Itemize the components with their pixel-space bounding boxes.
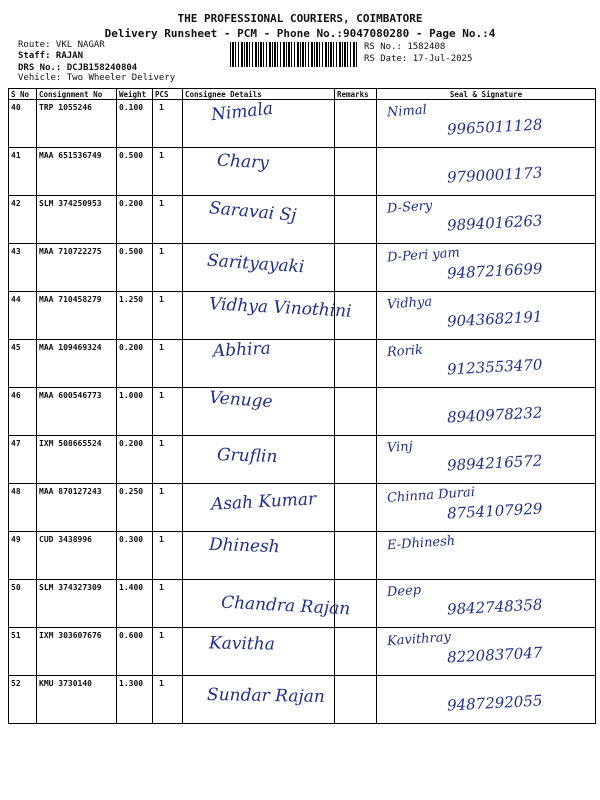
consignee-cell <box>183 100 335 148</box>
weight-cell: 0.200 <box>117 340 153 388</box>
signature-cell <box>377 580 596 628</box>
table-row <box>9 436 596 484</box>
signature-cell <box>377 532 596 580</box>
table-row <box>9 676 596 724</box>
consignee-handwriting: Nimala <box>210 98 275 126</box>
signature-handwriting: Nimal <box>386 102 428 121</box>
sno-cell: 46 <box>9 388 37 436</box>
phone-handwriting: 8754107929 <box>446 499 543 523</box>
signature-cell <box>377 340 596 388</box>
consignee-cell <box>183 436 335 484</box>
weight-cell: 0.300 <box>117 532 153 580</box>
weight-cell: 0.200 <box>117 436 153 484</box>
consignment-cell: KMU 3730140 <box>37 676 117 724</box>
consignee-cell <box>183 340 335 388</box>
col-consignment: Consignment No <box>37 89 117 100</box>
col-consignee: Consignee Details <box>183 89 335 100</box>
consignment-cell: MAA 109469324 <box>37 340 117 388</box>
pcs-cell: 1 <box>153 388 183 436</box>
weight-cell: 1.250 <box>117 292 153 340</box>
consignee-handwriting: Dhinesh <box>208 534 281 558</box>
signature-handwriting: Kavithray <box>386 629 452 650</box>
signature-cell <box>377 436 596 484</box>
consignee-handwriting: Vidhya Vinothini <box>208 294 353 322</box>
table-row <box>9 388 596 436</box>
weight-cell: 1.300 <box>117 676 153 724</box>
barcode <box>230 42 357 67</box>
drs-number: DRS No.: DCJB158240804 <box>18 63 138 73</box>
consignee-handwriting: Saravai Sj <box>208 198 298 226</box>
pcs-cell: 1 <box>153 676 183 724</box>
phone-handwriting: 9487292055 <box>446 691 543 715</box>
pcs-cell: 1 <box>153 628 183 676</box>
consignment-cell: MAA 870127243 <box>37 484 117 532</box>
company-title: THE PROFESSIONAL COURIERS, COIMBATORE <box>177 12 423 25</box>
col-remarks: Remarks <box>335 89 377 100</box>
consignee-cell <box>183 244 335 292</box>
vehicle-label: Vehicle: Two Wheeler Delivery <box>18 73 176 83</box>
signature-handwriting: Vinj <box>386 439 414 456</box>
consignee-cell <box>183 292 353 340</box>
consignment-cell: IXM 303607676 <box>37 628 117 676</box>
signature-handwriting: E-Dhinesh <box>386 533 456 554</box>
remarks-cell <box>335 484 377 532</box>
signature-cell <box>377 388 596 436</box>
pcs-cell: 1 <box>153 532 183 580</box>
table-row <box>9 100 596 148</box>
phone-handwriting: 9894216572 <box>446 451 543 475</box>
phone-handwriting: 9894016263 <box>446 211 543 235</box>
weight-cell: 0.500 <box>117 148 153 196</box>
phone-handwriting: 9965011128 <box>446 115 543 139</box>
signature-cell <box>377 196 596 244</box>
consignee-cell <box>183 148 335 196</box>
consignee-cell <box>183 196 335 244</box>
table-row <box>9 580 596 628</box>
phone-handwriting: 9043682191 <box>446 307 543 331</box>
runsheet-table <box>8 88 596 724</box>
remarks-cell <box>335 628 377 676</box>
signature-cell <box>377 484 596 532</box>
consignee-cell <box>183 484 335 532</box>
consignment-cell: TRP 1055246 <box>37 100 117 148</box>
col-pcs: PCS <box>153 89 183 100</box>
phone-handwriting: 8220837047 <box>446 643 543 667</box>
consignee-cell <box>183 580 351 628</box>
weight-cell: 0.100 <box>117 100 153 148</box>
sno-cell: 43 <box>9 244 37 292</box>
signature-cell <box>377 292 596 340</box>
weight-cell: 0.500 <box>117 244 153 292</box>
pcs-cell: 1 <box>153 196 183 244</box>
weight-cell: 0.600 <box>117 628 153 676</box>
remarks-cell <box>335 676 377 724</box>
consignee-handwriting: Asah Kumar <box>210 489 317 515</box>
pcs-cell: 1 <box>153 436 183 484</box>
sno-cell: 42 <box>9 196 37 244</box>
col-sno: S No <box>9 89 37 100</box>
consignee-handwriting: Abhira <box>212 338 272 362</box>
consignee-cell <box>183 628 335 676</box>
consignee-cell <box>183 388 335 436</box>
consignment-cell: MAA 710458279 <box>37 292 117 340</box>
remarks-cell <box>335 244 377 292</box>
signature-cell <box>377 628 596 676</box>
col-signature: Seal & Signature <box>377 89 596 100</box>
signature-cell <box>377 100 596 148</box>
sno-cell: 49 <box>9 532 37 580</box>
remarks-cell <box>335 340 377 388</box>
consignee-handwriting: Venuge <box>208 387 274 413</box>
signature-handwriting: Deep <box>386 582 422 601</box>
signature-handwriting: Vidhya <box>386 294 433 313</box>
signature-cell <box>377 676 596 724</box>
remarks-cell <box>335 148 377 196</box>
weight-cell: 0.200 <box>117 196 153 244</box>
consignee-cell <box>183 532 335 580</box>
consignee-handwriting: Sundar Rajan <box>206 684 325 708</box>
sno-cell: 48 <box>9 484 37 532</box>
consignee-cell <box>183 676 335 724</box>
runsheet-subtitle: Delivery Runsheet - PCM - Phone No.:9047080280 - Page No.:4 <box>104 27 496 40</box>
pcs-cell: 1 <box>153 340 183 388</box>
table-row <box>9 196 596 244</box>
pcs-cell: 1 <box>153 484 183 532</box>
sno-cell: 47 <box>9 436 37 484</box>
table-row <box>9 148 596 196</box>
sno-cell: 45 <box>9 340 37 388</box>
rs-date: RS Date: 17-Jul-2025 <box>364 54 473 64</box>
consignee-handwriting: Gruflin <box>216 444 278 468</box>
weight-cell: 0.250 <box>117 484 153 532</box>
remarks-cell <box>335 532 377 580</box>
consignee-handwriting: Sarityayaki <box>206 250 305 278</box>
table-row <box>9 340 596 388</box>
consignment-cell: IXM 508665524 <box>37 436 117 484</box>
consignment-cell: CUD 3438996 <box>37 532 117 580</box>
sno-cell: 51 <box>9 628 37 676</box>
rs-number: RS No.: 1582408 <box>364 42 446 52</box>
weight-cell: 1.400 <box>117 580 153 628</box>
phone-handwriting: 8940978232 <box>446 403 543 427</box>
weight-cell: 1.000 <box>117 388 153 436</box>
col-weight: Weight <box>117 89 153 100</box>
sno-cell: 40 <box>9 100 37 148</box>
route-label: Route: VKL NAGAR <box>18 40 105 50</box>
table-row <box>9 292 596 340</box>
consignment-cell: MAA 710722275 <box>37 244 117 292</box>
consignment-cell: SLM 374250953 <box>37 196 117 244</box>
pcs-cell: 1 <box>153 100 183 148</box>
table-row <box>9 484 596 532</box>
sno-cell: 50 <box>9 580 37 628</box>
signature-handwriting: Chinna Durai <box>386 484 476 507</box>
phone-handwriting: 9123553470 <box>446 355 543 379</box>
phone-handwriting: 9487216699 <box>446 259 543 283</box>
signature-handwriting: D-Sery <box>386 198 433 217</box>
signature-cell <box>377 244 596 292</box>
pcs-cell: 1 <box>153 244 183 292</box>
table-header-row <box>9 89 596 100</box>
consignment-cell: MAA 651536749 <box>37 148 117 196</box>
remarks-cell <box>335 100 377 148</box>
consignment-cell: SLM 374327309 <box>37 580 117 628</box>
table-row <box>9 532 596 580</box>
pcs-cell: 1 <box>153 292 183 340</box>
signature-cell <box>377 148 596 196</box>
sno-cell: 44 <box>9 292 37 340</box>
consignee-handwriting: Chary <box>216 150 270 174</box>
sno-cell: 52 <box>9 676 37 724</box>
remarks-cell <box>335 196 377 244</box>
remarks-cell <box>335 388 377 436</box>
consignee-handwriting: Chandra Rajan <box>220 592 351 620</box>
table-row <box>9 244 596 292</box>
pcs-cell: 1 <box>153 148 183 196</box>
table-row <box>9 628 596 676</box>
phone-handwriting: 9842748358 <box>446 595 543 619</box>
remarks-cell <box>335 436 377 484</box>
pcs-cell: 1 <box>153 580 183 628</box>
consignee-handwriting: Kavitha <box>208 633 275 655</box>
signature-handwriting: Rorik <box>386 342 424 361</box>
signature-handwriting: D-Peri yam <box>386 245 461 266</box>
consignment-cell: MAA 600546773 <box>37 388 117 436</box>
staff-label: Staff: RAJAN <box>18 51 84 61</box>
sno-cell: 41 <box>9 148 37 196</box>
phone-handwriting: 9790001173 <box>446 163 543 187</box>
